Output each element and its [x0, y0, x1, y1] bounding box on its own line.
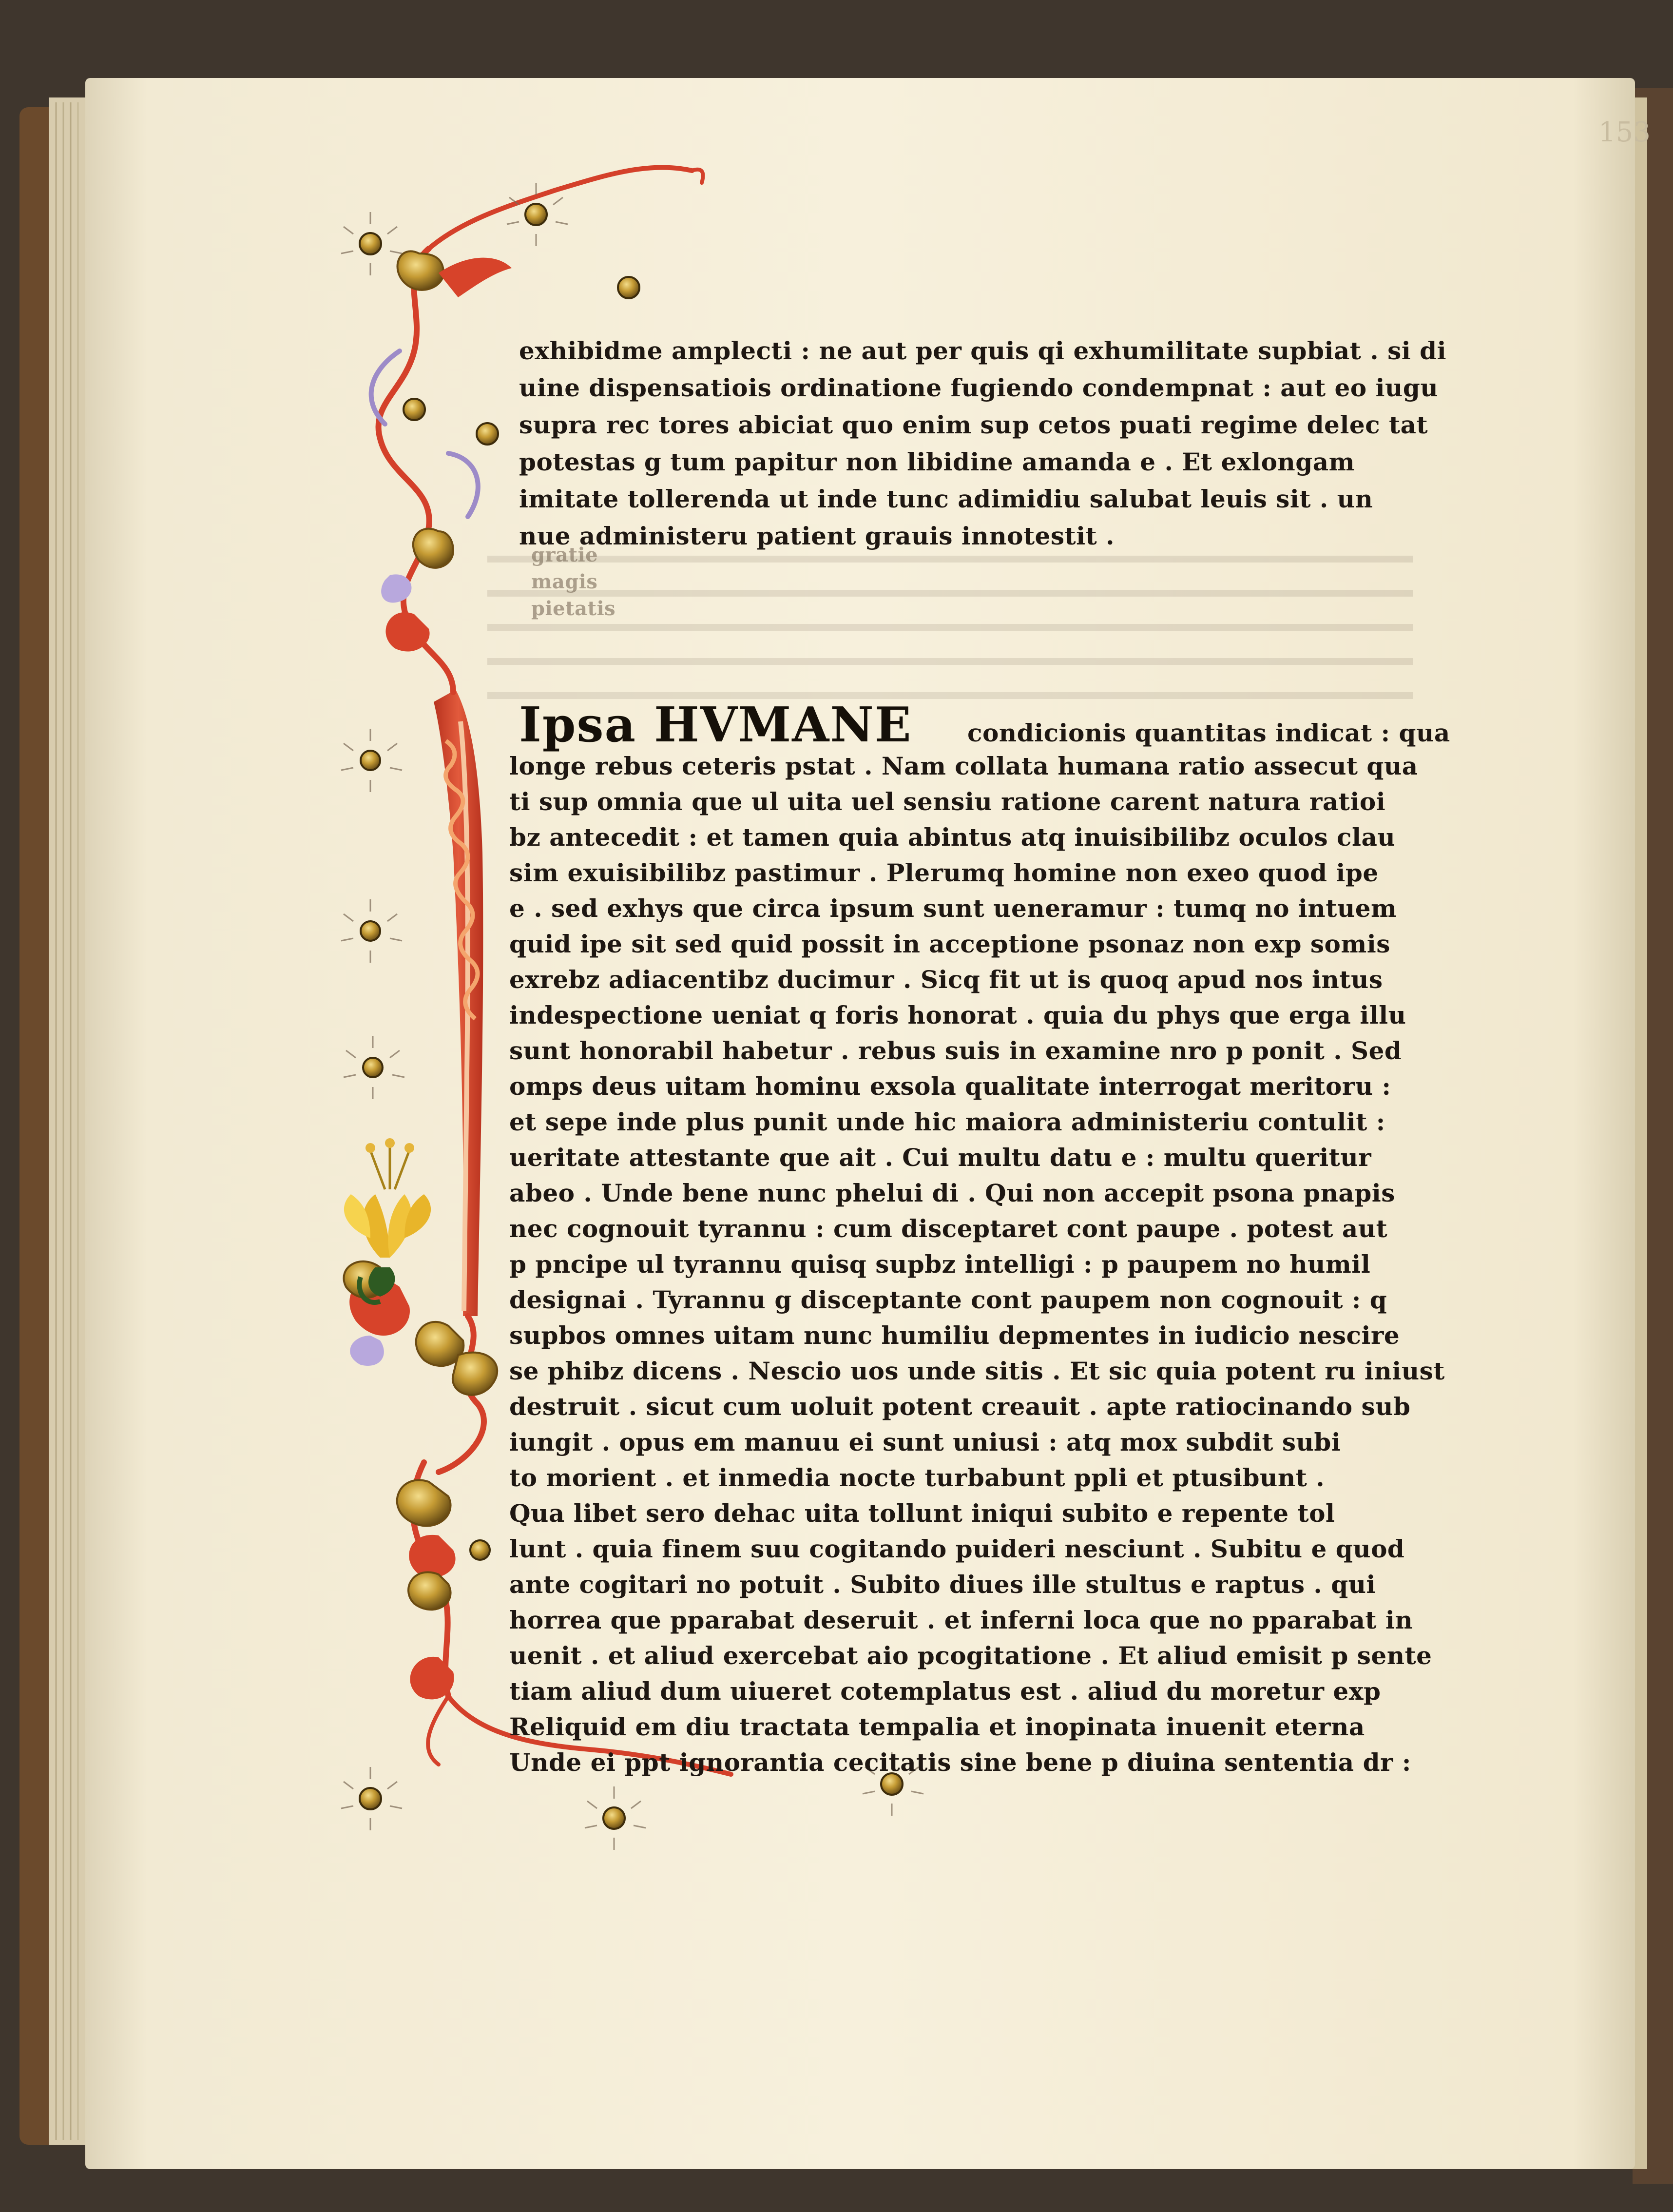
text-line: nue administeru patient grauis innotestit .	[519, 522, 1115, 550]
text-line: Qua libet sero dehac uita tollunt iniqui subito e repente tol	[509, 1499, 1335, 1528]
text-line: bz antecedit : et tamen quia abintus atq inuisibilibz oculos clau	[509, 823, 1396, 852]
text-line: abeo . Unde bene nunc phelui di . Qui non accepit psona pnapis	[509, 1179, 1395, 1207]
text-line: se phibz dicens . Nescio uos unde sitis . Et sic quia potent ru iniust	[509, 1357, 1445, 1385]
interlinear-catchword: magis	[531, 570, 598, 593]
text-line: indespectione ueniat q foris honorat . quia du phys que erga illu	[509, 1001, 1406, 1029]
text-line: nec cognouit tyrannu : cum disceptaret cont paupe . potest aut	[509, 1214, 1388, 1243]
text-line: horrea que pparabat deseruit . et inferni loca que no pparabat in	[509, 1606, 1413, 1634]
text-line: e . sed exhys que circa ipsum sunt ueneramur : tumq no intuem	[509, 894, 1397, 923]
text-line: lunt . quia finem suu cogitando puideri nesciunt . Subitu e quod	[509, 1534, 1405, 1563]
text-line: designai . Tyrannu g disceptante cont paupem non cognouit : q	[509, 1285, 1387, 1314]
text-line: uine dispensatiois ordinatione fugiendo condempnat : aut eo iugu	[519, 373, 1439, 402]
text-line: exhibidme amplecti : ne aut per quis qi exhumilitate supbiat . si di	[519, 336, 1447, 365]
interlinear-catchword: gratie	[531, 543, 598, 566]
text-line: ti sup omnia que ul uita uel sensiu ratione carent natura ratioi	[509, 787, 1386, 816]
text-line: p pncipe ul tyrannu quisq supbz intelligi : p paupem no humil	[509, 1250, 1371, 1279]
text-line: uenit . et aliud exercebat aio pcogitatione . Et aliud emisit p sente	[509, 1641, 1432, 1670]
text-line: omps deus uitam hominu exsola qualitate interrogat meritoru :	[509, 1072, 1391, 1101]
heading-continuation: condicionis quantitas indicat : qua	[967, 718, 1450, 747]
folio-number: 153	[1598, 116, 1651, 148]
text-line: ante cogitari no potuit . Subito diues ille stultus e raptus . qui	[509, 1570, 1376, 1599]
text-line: supbos omnes uitam nunc humiliu depmentes in iudicio nescire	[509, 1321, 1400, 1350]
text-line: Unde ei ppt ignorantia cecitatis sine bene p diuina sententia dr :	[509, 1748, 1411, 1777]
text-line: exrebz adiacentibz ducimur . Sicq fit ut is quoq apud nos intus	[509, 965, 1383, 994]
text-line: sunt honorabil habetur . rebus suis in examine nro p ponit . Sed	[509, 1036, 1402, 1065]
text-line: tiam aliud dum uiueret cotemplatus est . aliud du moretur exp	[509, 1677, 1381, 1706]
text-line: et sepe inde plus punit unde hic maiora administeriu contulit :	[509, 1107, 1385, 1136]
text-line: to morient . et inmedia nocte turbabunt ppli et ptusibunt .	[509, 1463, 1325, 1492]
text-line: Reliquid em diu tractata tempalia et inopinata inuenit eterna	[509, 1712, 1365, 1741]
interlinear-catchword: pietatis	[531, 597, 616, 620]
text-line: iungit . opus em manuu ei sunt uniusi : atq mox subdit subi	[509, 1428, 1341, 1456]
text-line: supra rec tores abiciat quo enim sup cetos puati regime delec tat	[519, 410, 1428, 439]
vellum-page	[85, 78, 1635, 2169]
text-line: destruit . sicut cum uoluit potent creauit . apte ratiocinando sub	[509, 1392, 1411, 1421]
text-line: imitate tollerenda ut inde tunc adimidiu salubat leuis sit . un	[519, 485, 1373, 513]
text-line: ueritate attestante que ait . Cui multu datu e : multu queritur	[509, 1143, 1372, 1172]
rubric-heading: Ipsa HVMANE	[519, 697, 912, 753]
text-line: potestas g tum papitur non libidine amanda e . Et exlongam	[519, 447, 1355, 476]
text-line: quid ipe sit sed quid possit in acceptione psonaz non exp somis	[509, 930, 1390, 958]
text-line: sim exuisibilibz pastimur . Plerumq homine non exeo quod ipe	[509, 858, 1379, 887]
text-line: longe rebus ceteris pstat . Nam collata humana ratio assecut qua	[509, 752, 1418, 780]
